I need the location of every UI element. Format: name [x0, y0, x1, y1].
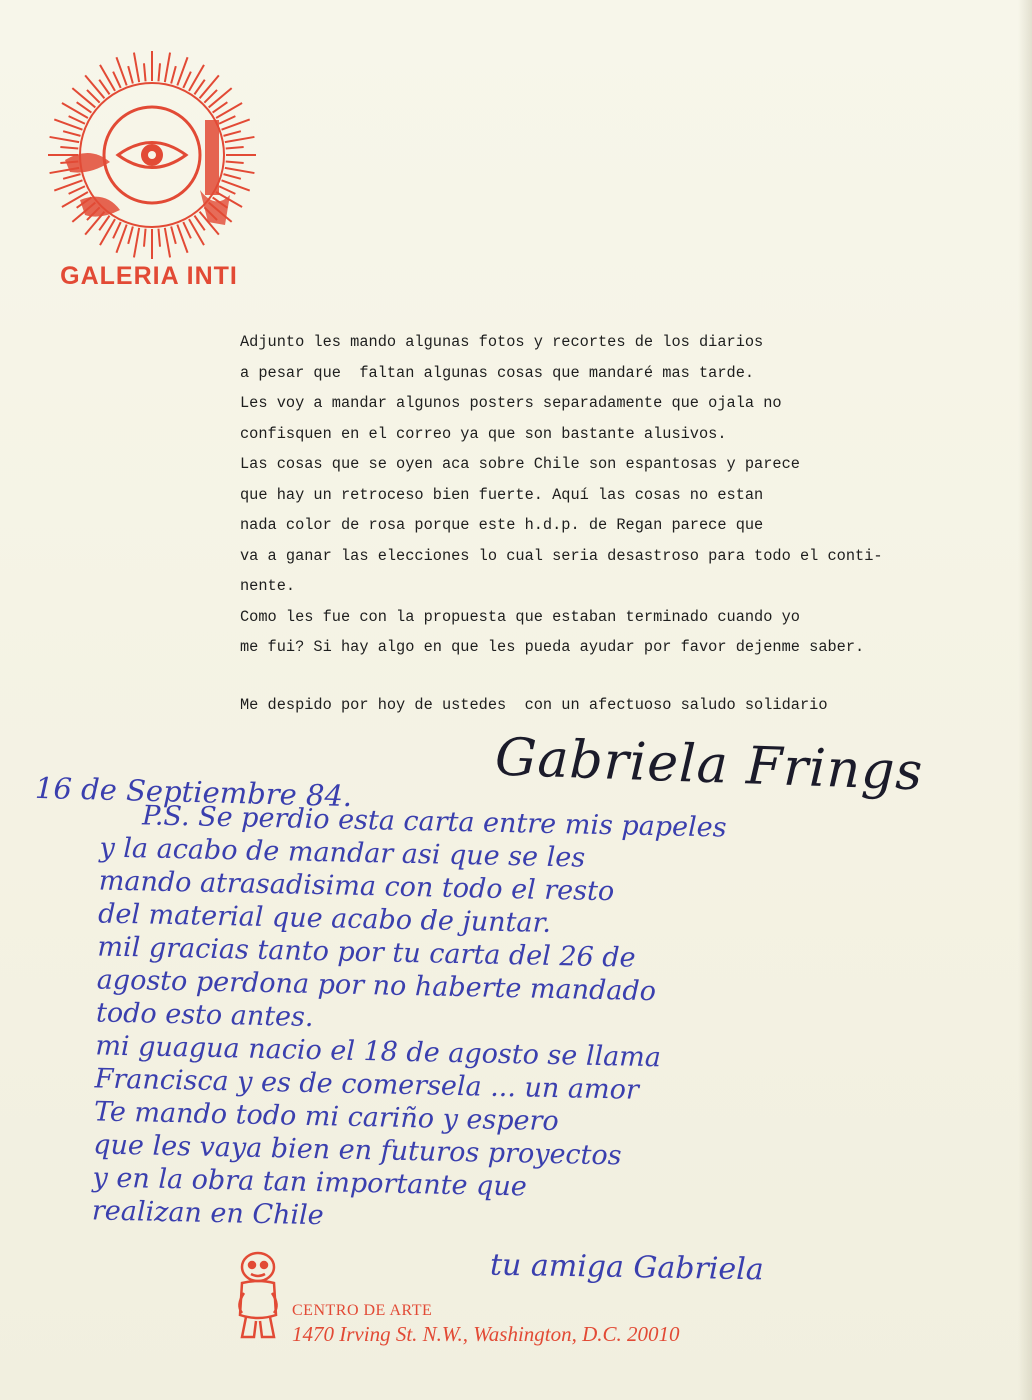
sun-ray [72, 88, 95, 107]
postscript-line: mi guagua nacio el 18 de agosto se llama [95, 1030, 662, 1074]
postscript-line: y en la obra tan importante que [92, 1162, 528, 1203]
pre-columbian-figure-icon [228, 1245, 288, 1345]
sun-ray [63, 174, 80, 179]
sun-ray [128, 66, 133, 83]
sun-ray [128, 226, 133, 243]
sun-ray [144, 229, 146, 247]
imprint-name: CENTRO DE ARTE [292, 1302, 433, 1319]
sun-ray [50, 137, 80, 142]
signature: Gabriela Frings [494, 727, 925, 803]
postscript-line: y la acabo de mandar asi que se les [99, 832, 586, 874]
sun-ray [226, 161, 244, 163]
sun-ray [225, 168, 255, 173]
typed-line: Les voy a mandar algunos posters separadamente que ojala no [240, 394, 782, 412]
handwritten-sign-off: tu amiga Gabriela [489, 1247, 764, 1288]
sun-ray [62, 103, 88, 118]
sun-ray [60, 147, 78, 149]
typed-line: Adjunto les mando algunas fotos y recortes de los diarios [240, 333, 764, 351]
typed-line: a pesar que faltan algunas cosas que mandaré mas tarde. [240, 363, 755, 382]
typed-closing: Me despido por hoy de ustedes con un afectuoso saludo solidario [240, 695, 828, 714]
sun-ray [213, 102, 228, 112]
sun-ray [63, 131, 80, 136]
typed-line: que hay un retroceso bien fuerte. Aquí las cosas no estan [240, 485, 764, 504]
sun-ray [183, 72, 191, 88]
postscript-line: que les vaya bien en futuros proyectos [92, 1129, 622, 1172]
sun-ray [134, 53, 139, 83]
sun-ray [223, 174, 240, 179]
typed-line: nente. [240, 577, 296, 595]
postscript-line: mando atrasadisima con todo el resto [98, 865, 615, 908]
handwritten-date: 16 de Septiembre 84. [34, 770, 353, 814]
handwritten-postscript [92, 798, 727, 1240]
sun-ray [99, 80, 109, 95]
sun-ray [216, 103, 242, 118]
typed-line: Las cosas que se oyen aca sobre Chile son espantosas y parece [240, 455, 800, 473]
sun-ray [158, 229, 160, 247]
typed-line: va a ganar las elecciones lo cual seria desastroso para todo el conti- [240, 546, 883, 565]
sun-ray [194, 216, 204, 231]
sun-ray [183, 222, 191, 238]
sun-ray [223, 131, 240, 136]
sun-ray [158, 63, 160, 81]
gallery-name: GALERIA INTI [60, 262, 238, 290]
typed-body [240, 327, 970, 720]
typed-line: confisquen en el correo ya que son bastante alusivos. [240, 424, 727, 443]
postscript-line: agosto perdona por no haberte mandado [96, 964, 657, 1008]
imprint-address: 1470 Irving St. N.W., Washington, D.C. 20010 [292, 1322, 680, 1346]
postscript-line: todo esto antes. [95, 997, 314, 1033]
sun-ray [165, 53, 170, 83]
sun-ray [69, 116, 85, 124]
sun-ray [200, 75, 219, 98]
sun-ray [134, 228, 139, 258]
sun-ray [85, 75, 104, 98]
sun-ray [171, 66, 176, 83]
sun-ray [189, 65, 204, 91]
sun-ray [225, 137, 255, 142]
postscript-line: Te mando todo mi cariño y espero [93, 1096, 560, 1138]
typed-line: nada color de rosa porque este h.d.p. de Regan parece que [240, 516, 764, 534]
sun-ray [144, 63, 146, 81]
sun-eye-emblem-icon [40, 50, 260, 265]
sun-ray [226, 147, 244, 149]
sun-ray [69, 186, 85, 194]
sun-ray [100, 219, 115, 245]
postscript-line: mil gracias tanto por tu carta del 26 de [97, 931, 636, 974]
sun-ray [219, 116, 235, 124]
sun-ray [165, 228, 170, 258]
typed-line: me fui? Si hay algo en que les pueda ayudar por favor dejenme saber. [240, 638, 865, 656]
postscript-line: realizan en Chile [91, 1195, 324, 1232]
sun-ray [99, 216, 109, 231]
sun-ray [100, 65, 115, 91]
sun-ray [77, 102, 92, 112]
postscript-line: P.S. Se perdio esta carta entre mis papeles [141, 800, 727, 844]
sun-ray [113, 72, 121, 88]
sun-ray [209, 88, 232, 107]
postscript-line: Francisca y es de comersela ... un amor [94, 1063, 640, 1106]
sun-ray [189, 219, 204, 245]
typed-line: Como les fue con la propuesta que estaban terminado cuando yo [240, 607, 800, 626]
sun-ray [194, 80, 204, 95]
sun-ray [113, 222, 121, 238]
postscript-line: del material que acabo de juntar. [97, 898, 552, 939]
sun-ray [219, 186, 235, 194]
sun-ray [171, 226, 176, 243]
